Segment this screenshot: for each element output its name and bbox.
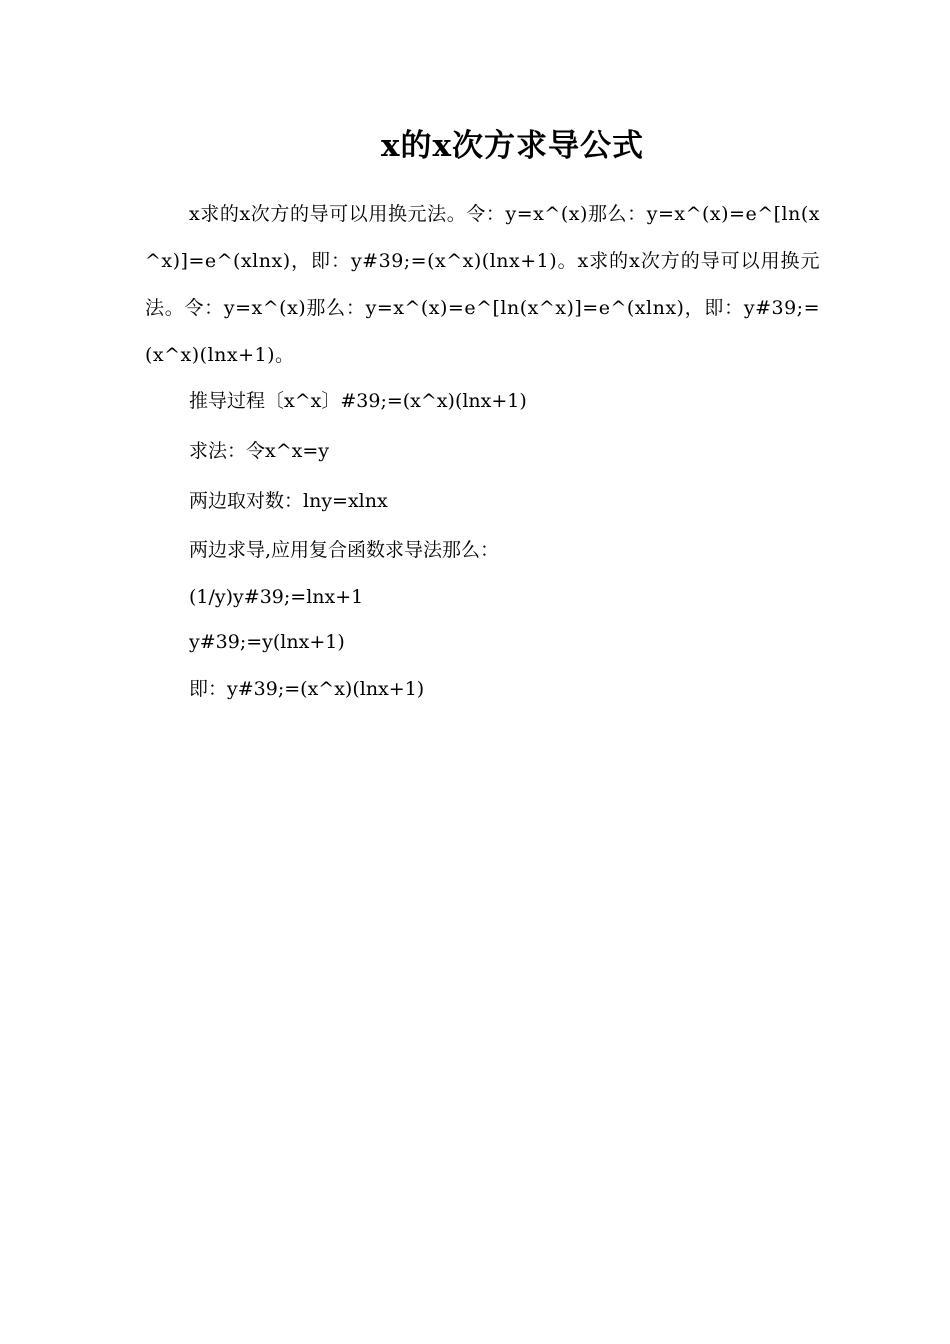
main-paragraph: x求的x次方的导可以用换元法。令：y=x^(x)那么：y=x^(x)=e^[ln(x^x)]=e^(xlnx)，即：y#39;=(x^x)(lnx+1)。x求的x次方的导可以用换元法。令：y=x^(x)那么：y=x^(x)=e^[ln(x^x)]=e^(xlnx)，即：y#39;=(x^x)(lnx+1)。 bbox=[145, 203, 820, 366]
derivation-line-6: y#39;=y(lnx+1) bbox=[189, 631, 345, 653]
derivation-line-1: 推导过程〔x^x〕#39;=(x^x)(lnx+1) bbox=[189, 390, 527, 412]
derivation-line-2: 求法：令x^x=y bbox=[189, 440, 330, 462]
derivation-line-3: 两边取对数：lny=xlnx bbox=[189, 490, 388, 512]
derivation-line-5: (1/y)y#39;=lnx+1 bbox=[189, 586, 364, 608]
derivation-line-4: 两边求导,应用复合函数求导法那么： bbox=[189, 539, 500, 561]
derivation-line-7: 即：y#39;=(x^x)(lnx+1) bbox=[189, 678, 425, 700]
document-title: x的x次方求导公式 bbox=[381, 128, 644, 164]
